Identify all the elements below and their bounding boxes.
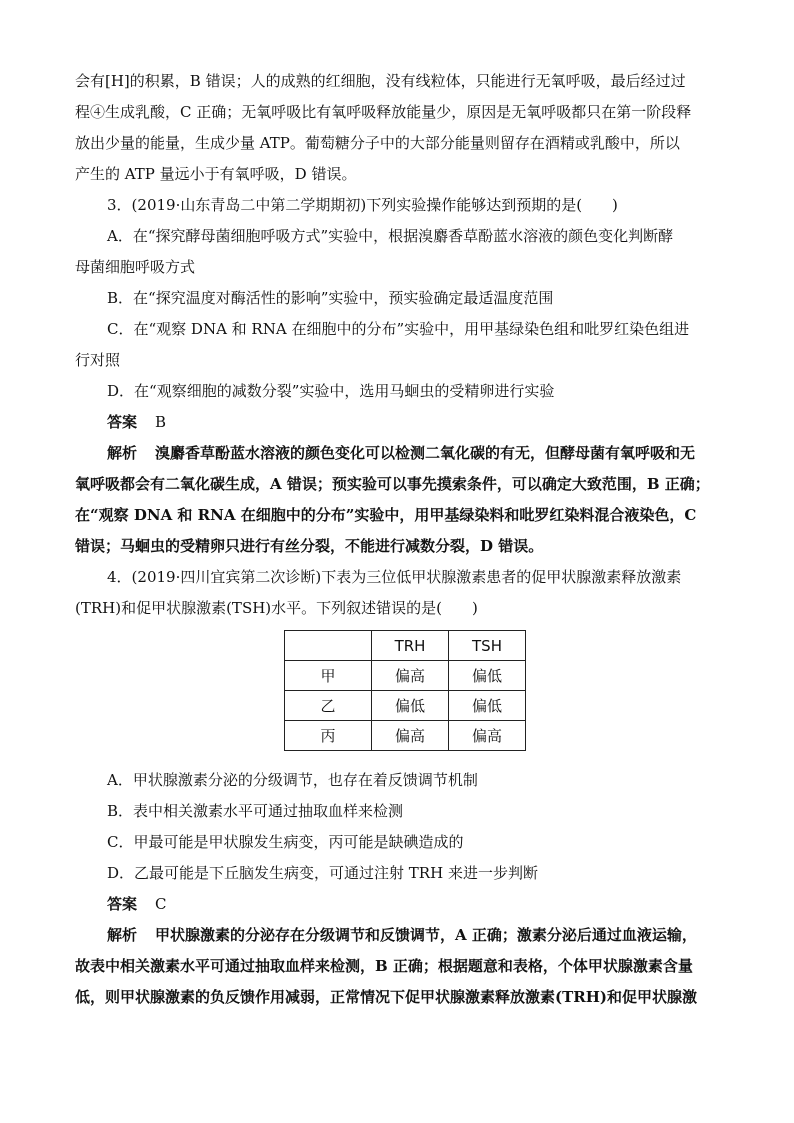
q4-analysis-line-2: 故表中相关激素水平可通过抽取血样来检测，B 正确；根据题意和表格，个体甲状腺激素含量 bbox=[75, 957, 693, 975]
prev-explanation-line-1: 会有[H]的积累，B 错误；人的成熟的红细胞，没有线粒体，只能进行无氧呼吸，最后经过过 bbox=[75, 72, 686, 90]
q3-option-c-line-1: C．在“观察 DNA 和 RNA 在细胞中的分布”实验中，用甲基绿染色组和吡罗红染色组进 bbox=[107, 320, 690, 338]
table-cell: 偏高 bbox=[449, 721, 526, 751]
q4-stem-line-1: 4．(2019·四川宜宾第二次诊断)下表为三位低甲状腺激素患者的促甲状腺激素释放激素 bbox=[107, 568, 682, 586]
prev-explanation-line-2: 程④生成乳酸，C 正确；无氧呼吸比有氧呼吸释放能量少，原因是无氧呼吸都只在第一阶段释 bbox=[75, 103, 692, 121]
q3-answer-value: B bbox=[155, 413, 167, 431]
table-row bbox=[285, 721, 526, 751]
table-header-cell bbox=[285, 631, 372, 661]
q3-option-b: B．在“探究温度对酶活性的影响”实验中，预实验确定最适温度范围 bbox=[107, 289, 554, 307]
table-cell: 乙 bbox=[285, 691, 372, 721]
table-row bbox=[285, 691, 526, 721]
table-cell: 丙 bbox=[285, 721, 372, 751]
prev-explanation-line-4: 产生的 ATP 量远小于有氧呼吸，D 错误。 bbox=[75, 165, 357, 183]
q4-option-c: C．甲最可能是甲状腺发生病变，丙可能是缺碘造成的 bbox=[107, 833, 464, 851]
table-cell: 偏低 bbox=[449, 661, 526, 691]
table-header-row bbox=[285, 631, 526, 661]
table-cell: 偏高 bbox=[372, 661, 449, 691]
table-header-cell: TRH bbox=[372, 631, 449, 661]
prev-explanation-line-3: 放出少量的能量，生成少量 ATP。葡萄糖分子中的大部分能量则留存在酒精或乳酸中，所以 bbox=[75, 134, 680, 152]
table-cell: 偏低 bbox=[372, 691, 449, 721]
q3-answer bbox=[75, 407, 723, 438]
table-cell: 偏低 bbox=[449, 691, 526, 721]
q3-analysis-text-1: 溴麝香草酚蓝水溶液的颜色变化可以检测二氧化碳的有无，但酵母菌有氧呼吸和无 bbox=[155, 444, 696, 462]
q3-analysis-label: 解析 bbox=[107, 444, 138, 462]
table-cell: 甲 bbox=[285, 661, 372, 691]
q4-option-d: D．乙最可能是下丘脑发生病变，可通过注射 TRH 来进一步判断 bbox=[107, 864, 538, 882]
table-row bbox=[285, 661, 526, 691]
q4-analysis-line-1 bbox=[75, 920, 723, 951]
q3-option-a-line-2: 母菌细胞呼吸方式 bbox=[75, 258, 196, 276]
q3-option-c-line-2: 行对照 bbox=[75, 351, 121, 369]
q4-stem-line-2: (TRH)和促甲状腺激素(TSH)水平。下列叙述错误的是( ) bbox=[75, 599, 478, 617]
hormone-table bbox=[284, 630, 526, 751]
q4-option-b: B．表中相关激素水平可通过抽取血样来检测 bbox=[107, 802, 404, 820]
table-header-cell: TSH bbox=[449, 631, 526, 661]
q4-analysis-text-1: 甲状腺激素的分泌存在分级调节和反馈调节，A 正确；激素分泌后通过血液运输， bbox=[155, 926, 697, 944]
q4-analysis-line-3: 低，则甲状腺激素的负反馈作用减弱，正常情况下促甲状腺激素释放激素(TRH)和促甲状腺激 bbox=[75, 988, 697, 1006]
table-cell: 偏高 bbox=[372, 721, 449, 751]
q4-answer-label: 答案 bbox=[107, 895, 138, 913]
q3-analysis-line-1 bbox=[75, 438, 723, 469]
q3-option-a-line-1: A．在“探究酵母菌细胞呼吸方式”实验中，根据溴麝香草酚蓝水溶液的颜色变化判断酵 bbox=[107, 227, 674, 245]
q4-answer bbox=[75, 889, 723, 920]
q3-option-d: D．在“观察细胞的减数分裂”实验中，选用马蛔虫的受精卵进行实验 bbox=[107, 382, 555, 400]
q3-analysis-line-4: 错误；马蛔虫的受精卵只进行有丝分裂，不能进行减数分裂，D 错误。 bbox=[75, 537, 544, 555]
q3-analysis-line-2: 氧呼吸都会有二氧化碳生成，A 错误；预实验可以事先摸索条件，可以确定大致范围，B 正确； bbox=[75, 475, 710, 493]
q3-answer-label: 答案 bbox=[107, 413, 138, 431]
document-page bbox=[75, 66, 723, 1013]
q4-option-a: A．甲状腺激素分泌的分级调节，也存在着反馈调节机制 bbox=[107, 771, 478, 789]
q3-analysis-line-3: 在“观察 DNA 和 RNA 在细胞中的分布”实验中，用甲基绿染料和吡罗红染料混合液染色，C bbox=[75, 506, 697, 524]
q4-answer-value: C bbox=[155, 895, 167, 913]
q4-analysis-label: 解析 bbox=[107, 926, 138, 944]
q3-stem: 3．(2019·山东青岛二中第二学期期初)下列实验操作能够达到预期的是( ) bbox=[107, 196, 618, 214]
